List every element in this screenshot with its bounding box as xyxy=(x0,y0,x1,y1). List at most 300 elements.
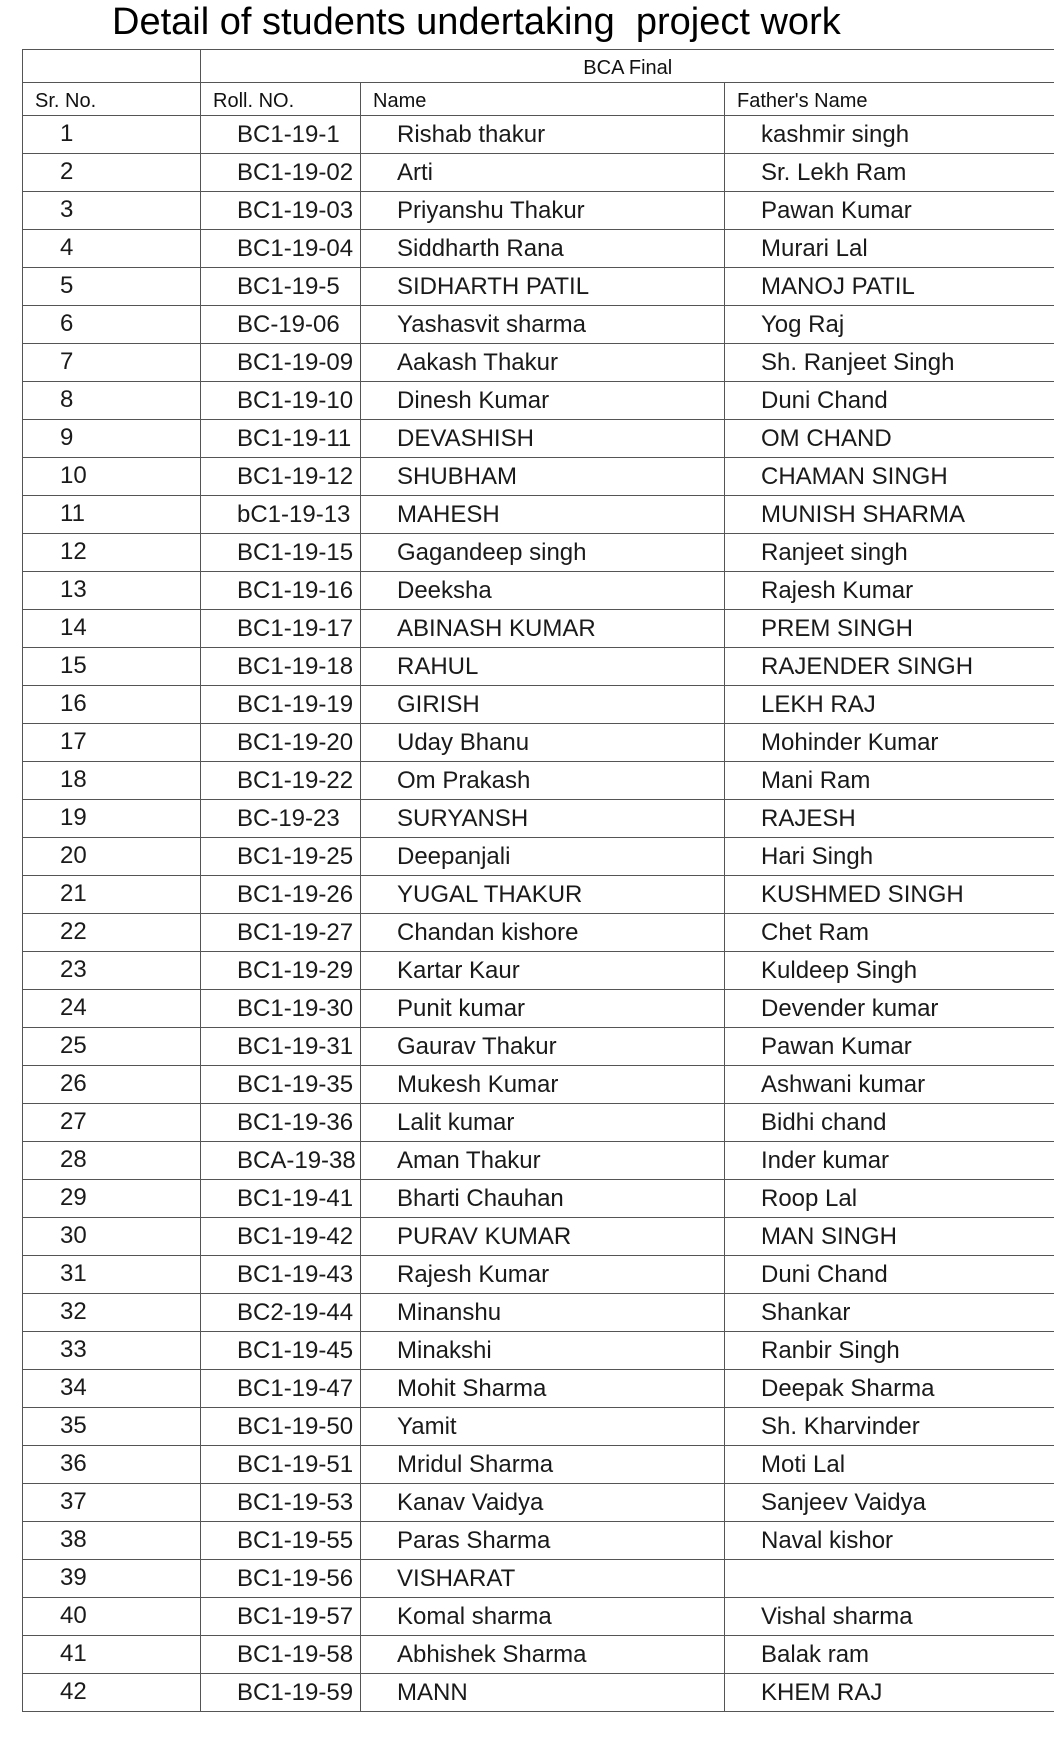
sr-no-cell xyxy=(23,1370,201,1408)
table-row xyxy=(23,1446,1054,1484)
table-row xyxy=(23,1484,1054,1522)
student-name-cell-text: Lalit kumar xyxy=(397,1109,515,1136)
fathers-name-cell xyxy=(725,1332,1054,1370)
student-name-cell-text: DEVASHISH xyxy=(397,425,534,452)
fathers-name-cell-text: Yog Raj xyxy=(761,311,845,338)
roll-no-cell-text: BC1-19-02 xyxy=(237,159,354,186)
sr-no-cell-text: 31 xyxy=(60,1260,87,1287)
fathers-name-cell-text: Duni Chand xyxy=(761,387,888,414)
student-name-cell xyxy=(361,344,725,382)
student-name-cell xyxy=(361,838,725,876)
sr-no-cell-text: 18 xyxy=(60,766,87,793)
sr-no-cell-text: 29 xyxy=(60,1184,87,1211)
group-header-label: BCA Final xyxy=(583,57,673,79)
sr-no-cell-text: 14 xyxy=(60,614,87,641)
fathers-name-cell xyxy=(725,1674,1054,1712)
sr-no-cell xyxy=(23,572,201,610)
student-name-cell-text: Rajesh Kumar xyxy=(397,1261,550,1288)
sr-no-cell xyxy=(23,496,201,534)
student-name-cell-text: Gagandeep singh xyxy=(397,539,587,566)
student-name-cell xyxy=(361,154,725,192)
student-name-cell-text: Mukesh Kumar xyxy=(397,1071,559,1098)
student-name-cell xyxy=(361,1256,725,1294)
fathers-name-cell-text: RAJESH xyxy=(761,805,856,832)
student-name-cell xyxy=(361,762,725,800)
sr-no-cell xyxy=(23,1446,201,1484)
roll-no-cell-text: BC1-19-59 xyxy=(237,1679,354,1706)
sr-no-cell-text: 7 xyxy=(60,348,74,375)
roll-no-cell xyxy=(201,116,361,154)
roll-no-cell-text: BC1-19-36 xyxy=(237,1109,354,1136)
fathers-name-cell-text: LEKH RAJ xyxy=(761,691,876,718)
roll-no-cell xyxy=(201,1066,361,1104)
student-name-cell-text: Paras Sharma xyxy=(397,1527,551,1554)
student-name-cell xyxy=(361,648,725,686)
sr-no-cell-text: 24 xyxy=(60,994,87,1021)
student-name-cell xyxy=(361,1142,725,1180)
student-name-cell xyxy=(361,1446,725,1484)
table-body xyxy=(23,50,1054,1712)
sr-no-cell xyxy=(23,648,201,686)
roll-no-cell xyxy=(201,1598,361,1636)
student-name-cell-text: Deepanjali xyxy=(397,843,511,870)
fathers-name-cell xyxy=(725,116,1054,154)
roll-no-cell-text: BC1-19-20 xyxy=(237,729,354,756)
roll-no-cell-text: BC2-19-44 xyxy=(237,1299,354,1326)
table-row xyxy=(23,572,1054,610)
sr-no-cell xyxy=(23,1332,201,1370)
roll-no-cell xyxy=(201,1104,361,1142)
roll-no-cell-text: BC1-19-22 xyxy=(237,767,354,794)
roll-no-cell-text: BCA-19-38 xyxy=(237,1147,356,1174)
group-header-spacer xyxy=(23,50,201,83)
roll-no-cell-text: BC1-19-09 xyxy=(237,349,354,376)
fathers-name-cell-text: Balak ram xyxy=(761,1641,870,1668)
column-header-name xyxy=(361,83,725,116)
table-row xyxy=(23,1332,1054,1370)
roll-no-cell-text: BC1-19-43 xyxy=(237,1261,354,1288)
fathers-name-cell xyxy=(725,686,1054,724)
column-header-sr-no xyxy=(23,83,201,116)
fathers-name-cell xyxy=(725,1636,1054,1674)
sr-no-cell-text: 10 xyxy=(60,462,87,489)
group-header-bca-final xyxy=(201,50,1054,83)
sr-no-cell xyxy=(23,458,201,496)
table-row xyxy=(23,420,1054,458)
sr-no-cell-text: 32 xyxy=(60,1298,87,1325)
sr-no-cell-text: 33 xyxy=(60,1336,87,1363)
roll-no-cell-text: BC1-19-11 xyxy=(237,425,352,452)
student-name-cell xyxy=(361,1484,725,1522)
roll-no-cell xyxy=(201,914,361,952)
roll-no-cell-text: BC1-19-5 xyxy=(237,273,340,300)
fathers-name-cell-text: MAN SINGH xyxy=(761,1223,898,1250)
roll-no-cell xyxy=(201,800,361,838)
student-name-cell xyxy=(361,1294,725,1332)
fathers-name-cell-text: Rajesh Kumar xyxy=(761,577,914,604)
fathers-name-cell-text: MUNISH SHARMA xyxy=(761,501,966,528)
student-name-cell xyxy=(361,1332,725,1370)
fathers-name-cell-text: Sh. Kharvinder xyxy=(761,1413,920,1440)
fathers-name-cell xyxy=(725,762,1054,800)
roll-no-cell xyxy=(201,496,361,534)
roll-no-cell xyxy=(201,268,361,306)
fathers-name-cell-text: Kuldeep Singh xyxy=(761,957,918,984)
student-name-cell-text: Abhishek Sharma xyxy=(397,1641,587,1668)
fathers-name-cell xyxy=(725,1370,1054,1408)
roll-no-cell xyxy=(201,1446,361,1484)
roll-no-cell xyxy=(201,1294,361,1332)
fathers-name-cell-text: Ranbir Singh xyxy=(761,1337,900,1364)
table-row xyxy=(23,686,1054,724)
sr-no-cell-text: 25 xyxy=(60,1032,87,1059)
sr-no-cell xyxy=(23,1598,201,1636)
roll-no-cell xyxy=(201,838,361,876)
sr-no-cell xyxy=(23,420,201,458)
sr-no-cell-text: 22 xyxy=(60,918,87,945)
student-name-cell xyxy=(361,116,725,154)
roll-no-cell xyxy=(201,610,361,648)
table-row xyxy=(23,306,1054,344)
sr-no-cell xyxy=(23,1028,201,1066)
sr-no-cell xyxy=(23,1636,201,1674)
sr-no-cell xyxy=(23,876,201,914)
roll-no-cell-text: BC1-19-12 xyxy=(237,463,354,490)
fathers-name-cell xyxy=(725,420,1054,458)
sr-no-cell xyxy=(23,1180,201,1218)
table-row xyxy=(23,1066,1054,1104)
fathers-name-cell-text: Ranjeet singh xyxy=(761,539,908,566)
sr-no-cell-text: 39 xyxy=(60,1564,87,1591)
fathers-name-cell-text: Inder kumar xyxy=(761,1147,890,1174)
student-name-cell-text: Priyanshu Thakur xyxy=(397,197,585,224)
student-name-cell xyxy=(361,724,725,762)
fathers-name-cell xyxy=(725,1180,1054,1218)
sr-no-cell-text: 41 xyxy=(60,1640,87,1667)
student-name-cell-text: Siddharth Rana xyxy=(397,235,564,262)
roll-no-cell-text: BC1-19-56 xyxy=(237,1565,354,1592)
roll-no-cell-text: BC1-19-18 xyxy=(237,653,354,680)
roll-no-cell-text: BC1-19-25 xyxy=(237,843,354,870)
table-row xyxy=(23,914,1054,952)
student-name-cell-text: Komal sharma xyxy=(397,1603,552,1630)
column-header-name-label: Name xyxy=(373,90,427,112)
fathers-name-cell-text: Sr. Lekh Ram xyxy=(761,159,907,186)
sr-no-cell-text: 42 xyxy=(60,1678,87,1705)
fathers-name-cell xyxy=(725,1408,1054,1446)
fathers-name-cell xyxy=(725,724,1054,762)
sr-no-cell xyxy=(23,838,201,876)
page-title: Detail of students undertaking project work xyxy=(112,1,841,43)
fathers-name-cell-text: PREM SINGH xyxy=(761,615,914,642)
sr-no-cell xyxy=(23,952,201,990)
student-name-cell-text: Chandan kishore xyxy=(397,919,579,946)
fathers-name-cell xyxy=(725,952,1054,990)
sr-no-cell xyxy=(23,914,201,952)
roll-no-cell xyxy=(201,154,361,192)
student-name-cell-text: Minakshi xyxy=(397,1337,492,1364)
roll-no-cell xyxy=(201,1256,361,1294)
fathers-name-cell xyxy=(725,1142,1054,1180)
table-row xyxy=(23,1408,1054,1446)
sr-no-cell xyxy=(23,1294,201,1332)
student-name-cell-text: MAHESH xyxy=(397,501,500,528)
roll-no-cell xyxy=(201,990,361,1028)
roll-no-cell xyxy=(201,1522,361,1560)
roll-no-cell-text: BC1-19-30 xyxy=(237,995,354,1022)
student-name-cell xyxy=(361,572,725,610)
student-name-cell xyxy=(361,1560,725,1598)
roll-no-cell xyxy=(201,1370,361,1408)
fathers-name-cell-text: Bidhi chand xyxy=(761,1109,887,1136)
sr-no-cell-text: 35 xyxy=(60,1412,87,1439)
student-name-cell xyxy=(361,1674,725,1712)
fathers-name-cell-text: KUSHMED SINGH xyxy=(761,881,964,908)
roll-no-cell xyxy=(201,686,361,724)
table-row xyxy=(23,724,1054,762)
fathers-name-cell xyxy=(725,838,1054,876)
sr-no-cell xyxy=(23,344,201,382)
roll-no-cell xyxy=(201,230,361,268)
student-name-cell-text: VISHARAT xyxy=(397,1565,516,1592)
column-header-roll-no-label: Roll. NO. xyxy=(213,90,295,112)
table-row xyxy=(23,1180,1054,1218)
fathers-name-cell xyxy=(725,306,1054,344)
column-header-fathers-name-label: Father's Name xyxy=(737,90,868,112)
table-row xyxy=(23,230,1054,268)
student-name-cell-text: Punit kumar xyxy=(397,995,526,1022)
sr-no-cell xyxy=(23,1142,201,1180)
sr-no-cell xyxy=(23,686,201,724)
roll-no-cell xyxy=(201,1142,361,1180)
sr-no-cell xyxy=(23,116,201,154)
sr-no-cell xyxy=(23,1408,201,1446)
sr-no-cell-text: 15 xyxy=(60,652,87,679)
sr-no-cell-text: 5 xyxy=(60,272,74,299)
table-row xyxy=(23,268,1054,306)
sr-no-cell xyxy=(23,1218,201,1256)
sr-no-cell xyxy=(23,268,201,306)
table-row xyxy=(23,1598,1054,1636)
sr-no-cell-text: 40 xyxy=(60,1602,87,1629)
roll-no-cell-text: BC1-19-04 xyxy=(237,235,354,262)
roll-no-cell xyxy=(201,306,361,344)
fathers-name-cell xyxy=(725,154,1054,192)
sr-no-cell-text: 30 xyxy=(60,1222,87,1249)
table-row xyxy=(23,1142,1054,1180)
student-name-cell-text: GIRISH xyxy=(397,691,480,718)
roll-no-cell xyxy=(201,1408,361,1446)
fathers-name-cell xyxy=(725,1446,1054,1484)
sr-no-cell-text: 38 xyxy=(60,1526,87,1553)
fathers-name-cell-text: Hari Singh xyxy=(761,843,874,870)
sr-no-cell-text: 9 xyxy=(60,424,74,451)
fathers-name-cell xyxy=(725,610,1054,648)
table-row xyxy=(23,1674,1054,1712)
table-row xyxy=(23,1104,1054,1142)
student-name-cell-text: YUGAL THAKUR xyxy=(397,881,583,908)
student-name-cell-text: SURYANSH xyxy=(397,805,529,832)
table-row xyxy=(23,610,1054,648)
table-row xyxy=(23,534,1054,572)
fathers-name-cell-text: Moti Lal xyxy=(761,1451,846,1478)
sr-no-cell-text: 2 xyxy=(60,158,74,185)
table-row xyxy=(23,990,1054,1028)
table-row xyxy=(23,1218,1054,1256)
sr-no-cell xyxy=(23,154,201,192)
student-name-cell-text: Yamit xyxy=(397,1413,457,1440)
student-name-cell xyxy=(361,268,725,306)
roll-no-cell-text: BC1-19-17 xyxy=(237,615,354,642)
sr-no-cell-text: 20 xyxy=(60,842,87,869)
sr-no-cell xyxy=(23,306,201,344)
table-row xyxy=(23,154,1054,192)
roll-no-cell-text: BC1-19-53 xyxy=(237,1489,354,1516)
roll-no-cell-text: BC1-19-19 xyxy=(237,691,354,718)
roll-no-cell-text: BC1-19-10 xyxy=(237,387,354,414)
sr-no-cell xyxy=(23,192,201,230)
student-name-cell xyxy=(361,458,725,496)
roll-no-cell-text: BC1-19-15 xyxy=(237,539,354,566)
fathers-name-cell xyxy=(725,344,1054,382)
fathers-name-cell-text: Murari Lal xyxy=(761,235,868,262)
column-header-sr-no-label: Sr. No. xyxy=(35,90,97,112)
sr-no-cell xyxy=(23,1484,201,1522)
sr-no-cell xyxy=(23,1522,201,1560)
student-name-cell xyxy=(361,382,725,420)
roll-no-cell-text: BC1-19-29 xyxy=(237,957,354,984)
sr-no-cell-text: 34 xyxy=(60,1374,87,1401)
fathers-name-cell-text: CHAMAN SINGH xyxy=(761,463,948,490)
table-row xyxy=(23,838,1054,876)
fathers-name-cell xyxy=(725,230,1054,268)
fathers-name-cell-text: Sanjeev Vaidya xyxy=(761,1489,926,1516)
sr-no-cell xyxy=(23,610,201,648)
fathers-name-cell-text: Devender kumar xyxy=(761,995,939,1022)
sr-no-cell xyxy=(23,1104,201,1142)
sr-no-cell-text: 37 xyxy=(60,1488,87,1515)
roll-no-cell-text: BC1-19-51 xyxy=(237,1451,354,1478)
student-name-cell xyxy=(361,1408,725,1446)
roll-no-cell xyxy=(201,1028,361,1066)
student-name-cell xyxy=(361,610,725,648)
student-name-cell xyxy=(361,1028,725,1066)
student-name-cell-text: Kartar Kaur xyxy=(397,957,520,984)
roll-no-cell xyxy=(201,762,361,800)
column-header-row xyxy=(23,83,1054,116)
roll-no-cell xyxy=(201,1636,361,1674)
fathers-name-cell xyxy=(725,648,1054,686)
table-row xyxy=(23,800,1054,838)
roll-no-cell-text: BC1-19-31 xyxy=(237,1033,354,1060)
fathers-name-cell xyxy=(725,800,1054,838)
student-name-cell-text: MANN xyxy=(397,1679,468,1706)
fathers-name-cell-text: KHEM RAJ xyxy=(761,1679,883,1706)
roll-no-cell xyxy=(201,1332,361,1370)
fathers-name-cell xyxy=(725,1028,1054,1066)
table-row xyxy=(23,876,1054,914)
roll-no-cell xyxy=(201,534,361,572)
student-name-cell-text: Uday Bhanu xyxy=(397,729,530,756)
fathers-name-cell-text: Naval kishor xyxy=(761,1527,894,1554)
sr-no-cell-text: 1 xyxy=(60,120,74,147)
fathers-name-cell-text: MANOJ PATIL xyxy=(761,273,915,300)
table-row xyxy=(23,192,1054,230)
sr-no-cell xyxy=(23,1256,201,1294)
roll-no-cell xyxy=(201,952,361,990)
student-name-cell xyxy=(361,952,725,990)
student-name-cell xyxy=(361,1218,725,1256)
fathers-name-cell xyxy=(725,1256,1054,1294)
roll-no-cell xyxy=(201,572,361,610)
student-name-cell-text: PURAV KUMAR xyxy=(397,1223,572,1250)
table-row xyxy=(23,952,1054,990)
student-name-cell-text: Gaurav Thakur xyxy=(397,1033,557,1060)
roll-no-cell-text: BC1-19-45 xyxy=(237,1337,354,1364)
student-name-cell xyxy=(361,876,725,914)
student-name-cell-text: ABINASH KUMAR xyxy=(397,615,596,642)
fathers-name-cell xyxy=(725,876,1054,914)
roll-no-cell-text: BC1-19-16 xyxy=(237,577,354,604)
student-name-cell xyxy=(361,496,725,534)
fathers-name-cell xyxy=(725,458,1054,496)
roll-no-cell xyxy=(201,1180,361,1218)
roll-no-cell-text: bC1-19-13 xyxy=(237,501,351,528)
sr-no-cell xyxy=(23,1674,201,1712)
student-name-cell-text: Mohit Sharma xyxy=(397,1375,547,1402)
roll-no-cell xyxy=(201,420,361,458)
fathers-name-cell-text: Sh. Ranjeet Singh xyxy=(761,349,955,376)
roll-no-cell-text: BC1-19-35 xyxy=(237,1071,354,1098)
fathers-name-cell xyxy=(725,1598,1054,1636)
roll-no-cell-text: BC1-19-47 xyxy=(237,1375,354,1402)
group-header-row xyxy=(23,50,1054,83)
fathers-name-cell xyxy=(725,1484,1054,1522)
roll-no-cell xyxy=(201,1560,361,1598)
fathers-name-cell-text: Deepak Sharma xyxy=(761,1375,935,1402)
table-row xyxy=(23,648,1054,686)
table-row xyxy=(23,116,1054,154)
student-name-cell-text: Aakash Thakur xyxy=(397,349,558,376)
table-row xyxy=(23,1636,1054,1674)
roll-no-cell-text: BC1-19-26 xyxy=(237,881,354,908)
student-name-cell xyxy=(361,420,725,458)
fathers-name-cell-text: Duni Chand xyxy=(761,1261,888,1288)
student-name-cell xyxy=(361,914,725,952)
roll-no-cell xyxy=(201,458,361,496)
student-name-cell-text: Minanshu xyxy=(397,1299,502,1326)
sr-no-cell xyxy=(23,762,201,800)
table-row xyxy=(23,458,1054,496)
table-row xyxy=(23,1522,1054,1560)
roll-no-cell-text: BC1-19-57 xyxy=(237,1603,354,1630)
fathers-name-cell xyxy=(725,1218,1054,1256)
fathers-name-cell xyxy=(725,1294,1054,1332)
student-name-cell xyxy=(361,230,725,268)
table-row xyxy=(23,344,1054,382)
student-name-cell-text: RAHUL xyxy=(397,653,479,680)
student-name-cell-text: Kanav Vaidya xyxy=(397,1489,544,1516)
sr-no-cell-text: 23 xyxy=(60,956,87,983)
table-row xyxy=(23,1370,1054,1408)
fathers-name-cell-text: Pawan Kumar xyxy=(761,197,912,224)
roll-no-cell xyxy=(201,1484,361,1522)
table-row xyxy=(23,1294,1054,1332)
student-name-cell xyxy=(361,686,725,724)
roll-no-cell xyxy=(201,876,361,914)
sr-no-cell-text: 8 xyxy=(60,386,74,413)
student-name-cell xyxy=(361,1370,725,1408)
